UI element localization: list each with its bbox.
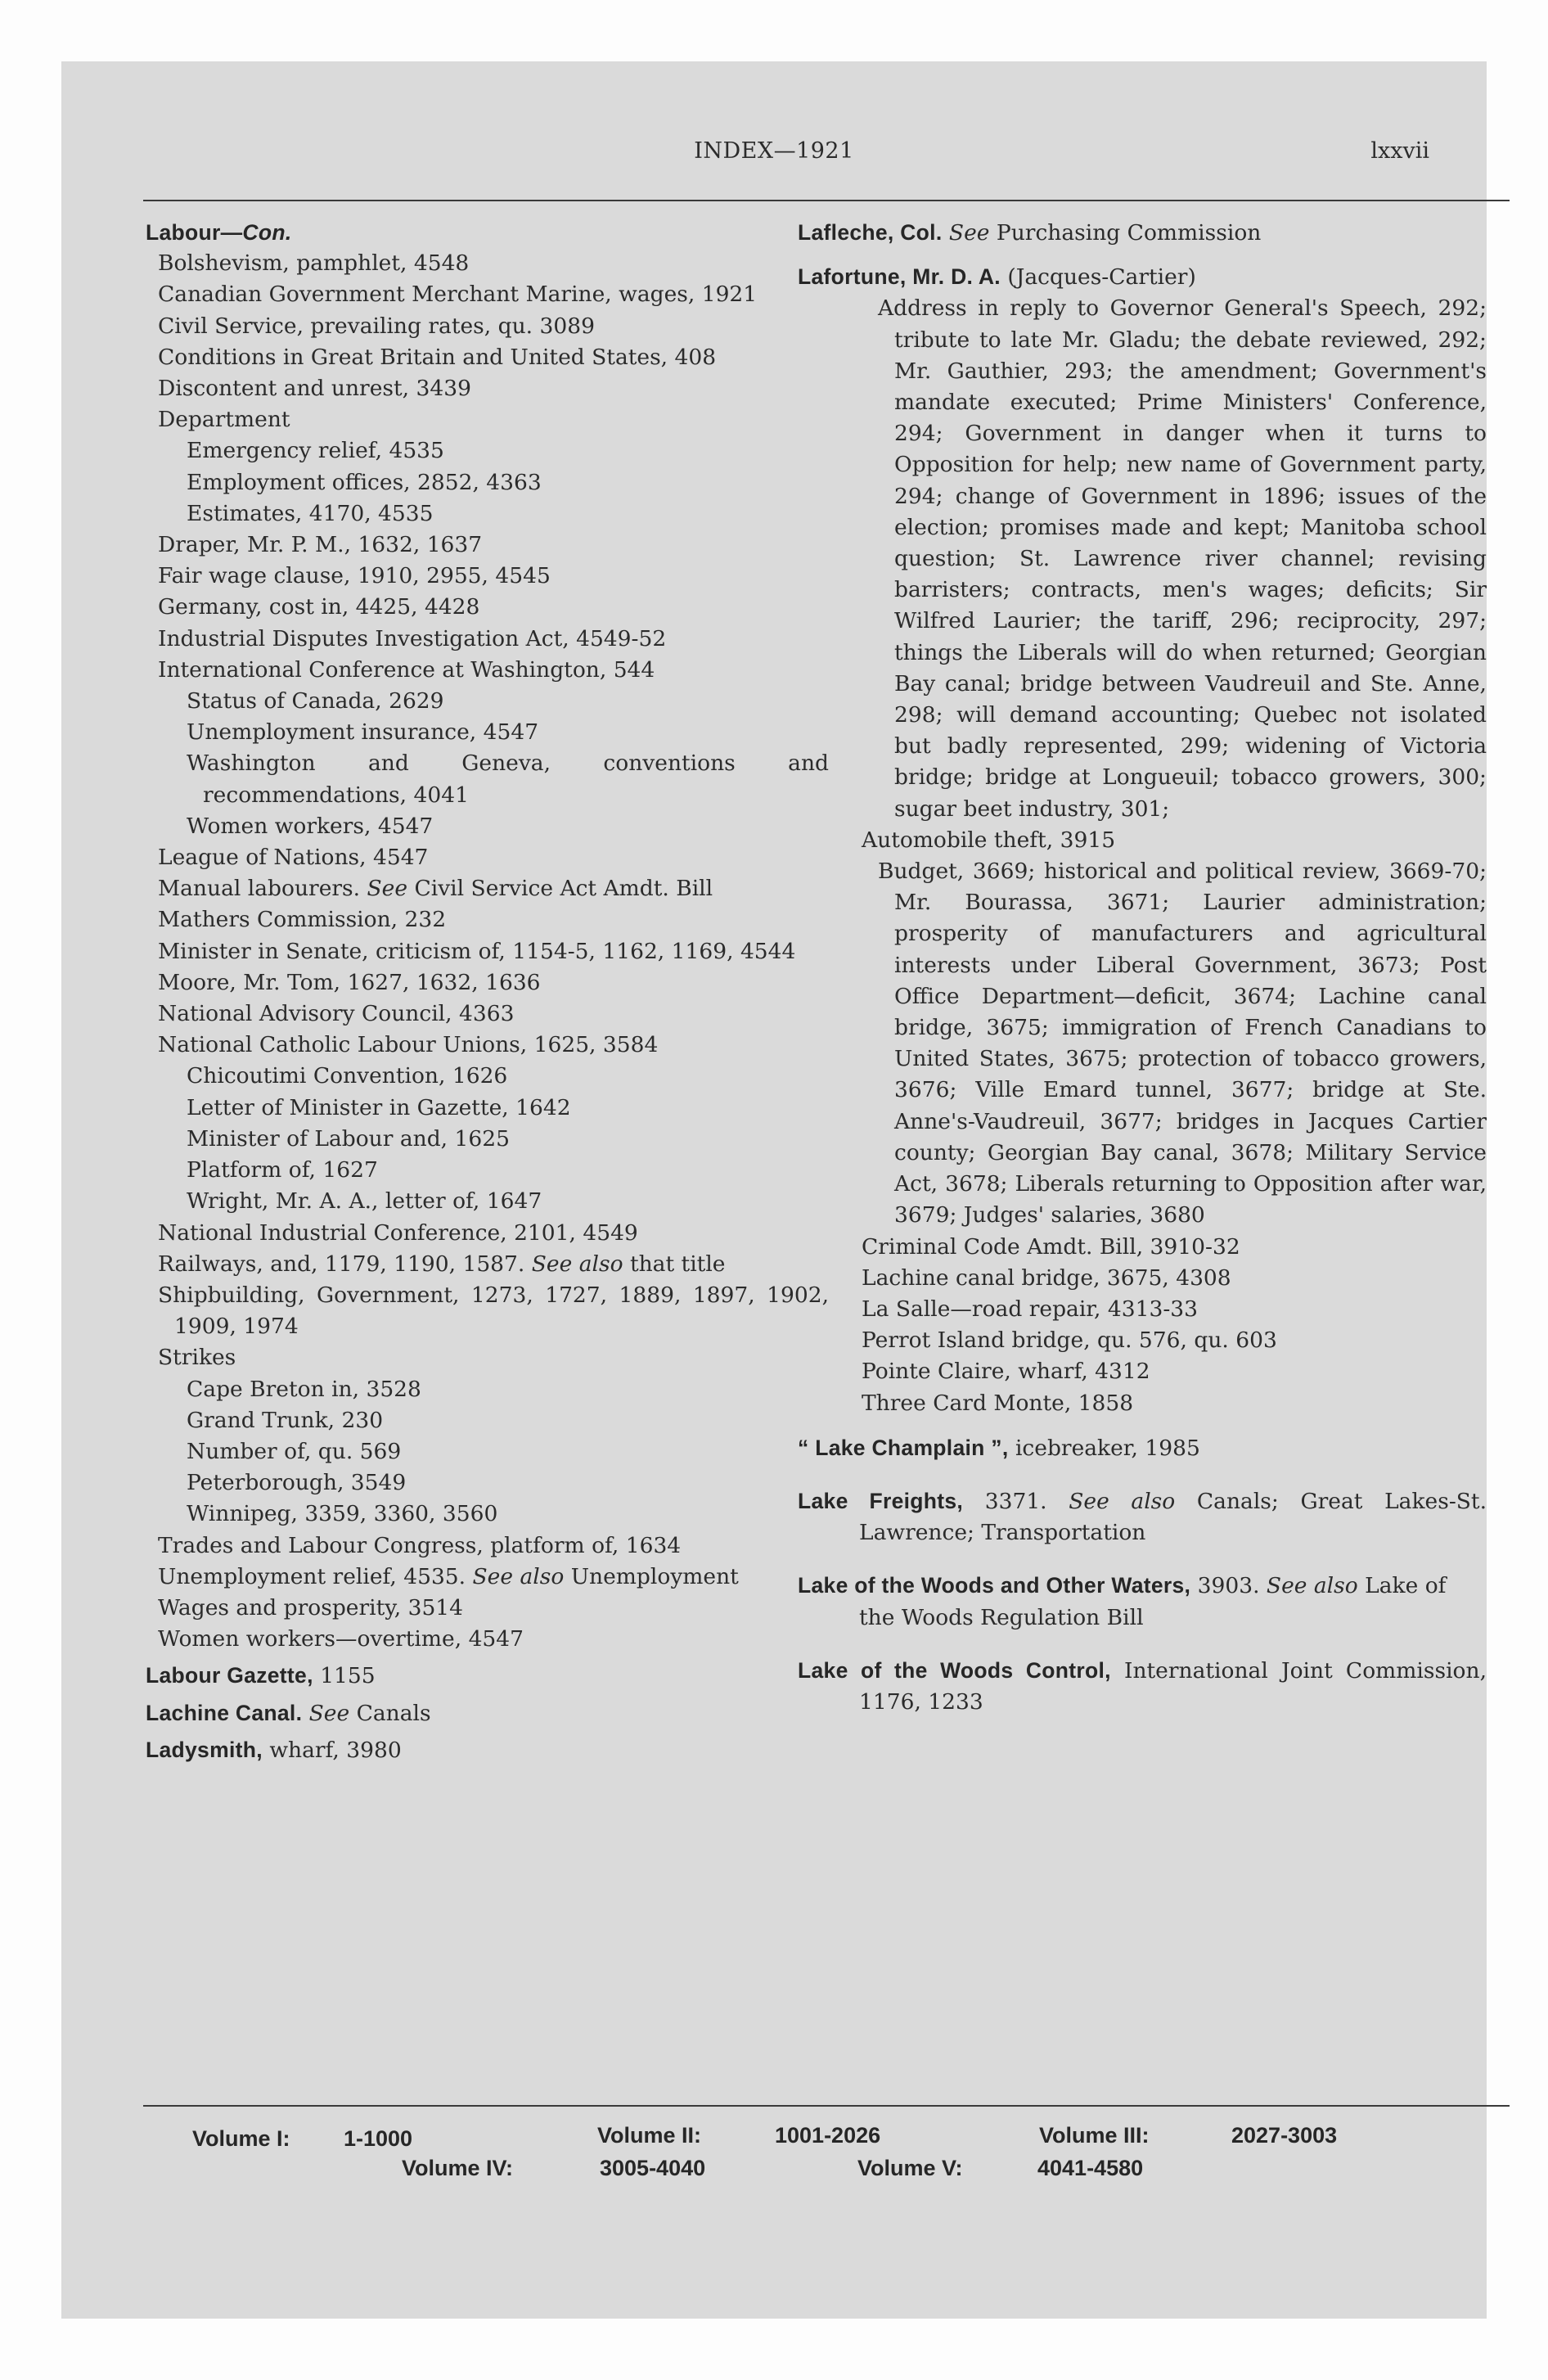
index-heading-entry: Lake of the Woods and Other Waters, 3903. See also Lake of the Woods Regulation Bill bbox=[798, 1573, 1447, 1630]
index-subentry: League of Nations, 4547 bbox=[158, 845, 429, 871]
index-subentry: Manual labourers. See Civil Service Act Amdt. Bill bbox=[158, 876, 713, 902]
index-subentry: Fair wage clause, 1910, 2955, 4545 bbox=[158, 563, 551, 589]
header-rule bbox=[143, 200, 1510, 201]
index-subentry: Lachine canal bridge, 3675, 4308 bbox=[862, 1264, 1231, 1291]
index-heading-entry: “ Lake Champlain ”, icebreaker, 1985 bbox=[798, 1435, 1200, 1461]
index-subentry: La Salle—road repair, 4313-33 bbox=[862, 1296, 1199, 1322]
index-subentry: Three Card Monte, 1858 bbox=[862, 1390, 1134, 1416]
index-subentry: Pointe Claire, wharf, 4312 bbox=[862, 1359, 1150, 1385]
index-page bbox=[61, 61, 1487, 2319]
volume-5-range: 4041-4580 bbox=[1037, 2156, 1144, 2180]
page-title: INDEX—1921 bbox=[694, 138, 854, 164]
index-subentry: Trades and Labour Congress, platform of, 1634 bbox=[158, 1532, 682, 1558]
index-subentry: Automobile theft, 3915 bbox=[862, 827, 1116, 853]
index-subsubentry: Number of, qu. 569 bbox=[187, 1438, 402, 1464]
index-subentry: Shipbuilding, Government, 1273, 1727, 1889, 1897, 1902, 1909, 1974 bbox=[158, 1282, 829, 1340]
index-heading-entry: Lake of the Woods Control, International Joint Commission, 1176, 1233 bbox=[798, 1657, 1487, 1715]
volume-5-label: Volume V: bbox=[857, 2156, 963, 2180]
index-heading-entry: Lafortune, Mr. D. A. (Jacques-Cartier) bbox=[798, 264, 1196, 291]
index-subsubentry: Winnipeg, 3359, 3360, 3560 bbox=[187, 1501, 498, 1527]
index-subsubentry: Peterborough, 3549 bbox=[187, 1470, 407, 1496]
right-column bbox=[798, 217, 1487, 1718]
index-subsubentry: Employment offices, 2852, 4363 bbox=[187, 469, 542, 495]
volume-2-range: 1001-2026 bbox=[775, 2123, 881, 2148]
index-subentry: Conditions in Great Britain and United States, 408 bbox=[158, 344, 717, 370]
index-subentry: Minister in Senate, criticism of, 1154-5, 1162, 1169, 4544 bbox=[158, 938, 796, 964]
index-subsubentry: Unemployment insurance, 4547 bbox=[187, 719, 539, 746]
index-subentry: Bolshevism, pamphlet, 4548 bbox=[158, 250, 470, 277]
index-subentry: Department bbox=[158, 407, 290, 433]
index-subentry: Unemployment relief, 4535. See also Unemployment bbox=[158, 1563, 739, 1589]
index-subentry: Perrot Island bridge, qu. 576, qu. 603 bbox=[862, 1327, 1277, 1354]
index-subentry: Strikes bbox=[158, 1345, 236, 1371]
page-number: lxxvii bbox=[1370, 138, 1429, 164]
index-subsubentry: Minister of Labour and, 1625 bbox=[187, 1125, 510, 1152]
index-subentry: Canadian Government Merchant Marine, wages, 1921 bbox=[158, 282, 758, 308]
volume-1-label: Volume I: bbox=[192, 2126, 290, 2151]
running-head bbox=[61, 61, 1487, 192]
index-subentry: Germany, cost in, 4425, 4428 bbox=[158, 594, 480, 620]
left-column bbox=[146, 217, 829, 1766]
volume-footer bbox=[61, 2116, 1487, 2247]
index-heading: Labour—Con. bbox=[146, 220, 292, 245]
index-subentry: National Advisory Council, 4363 bbox=[158, 1001, 515, 1027]
index-heading-entry: Lake Freights, 3371. See also Canals; Great Lakes-St. Lawrence; Transportation bbox=[798, 1488, 1487, 1546]
index-subentry: Moore, Mr. Tom, 1627, 1632, 1636 bbox=[158, 969, 541, 995]
index-heading-entry: Labour Gazette, 1155 bbox=[146, 1663, 376, 1689]
volume-3-range: 2027-3003 bbox=[1231, 2123, 1338, 2148]
index-subsubentry: Status of Canada, 2629 bbox=[187, 688, 444, 714]
index-subsubentry: Wright, Mr. A. A., letter of, 1647 bbox=[187, 1188, 542, 1215]
index-subsubentry: Women workers, 4547 bbox=[187, 813, 434, 839]
index-subentry: Women workers—overtime, 4547 bbox=[158, 1626, 524, 1652]
index-heading-entry: Ladysmith, wharf, 3980 bbox=[146, 1737, 402, 1763]
index-subentry: Budget, 3669; historical and political review, 3669-70; Mr. Bourassa, 3671; Laurier administration; prosperity of manufacturers and agricultural interests under Liberal Government, 3673; Post Office Department—deficit, 3674; Lachine canal bridge, 3675; immigration of French Canadians to United States, 3675; protection of tobacco growers, 3676; Ville Emard tunnel, 3677; bridge at Ste. Anne's-Vaudreuil, 3677; bridges in Jacques Cartier county; Georgian Bay canal, 3678; Military Service Act, 3678; Liberals returning to Opposition after war, 3679; Judges' salaries, 3680 bbox=[878, 859, 1487, 1228]
index-subsubentry: Cape Breton in, 3528 bbox=[187, 1376, 421, 1402]
index-subentry: Industrial Disputes Investigation Act, 4549-52 bbox=[158, 625, 667, 651]
index-subentry: Wages and prosperity, 3514 bbox=[158, 1594, 464, 1620]
index-subsubentry: Washington and Geneva, conventions and recommendations, 4041 bbox=[187, 751, 829, 808]
volume-1-range: 1-1000 bbox=[344, 2126, 413, 2151]
index-subentry: Mathers Commission, 232 bbox=[158, 907, 447, 933]
index-subentry: Railways, and, 1179, 1190, 1587. See also that title bbox=[158, 1251, 726, 1277]
volume-2-label: Volume II: bbox=[597, 2123, 702, 2148]
index-heading-entry: Lafleche, Col. See Purchasing Commission bbox=[798, 220, 1262, 246]
index-subsubentry: Letter of Minister in Gazette, 1642 bbox=[187, 1094, 571, 1120]
index-subentry: Address in reply to Governor General's Speech, 292; tribute to late Mr. Gladu; the debate reviewed, 292; Mr. Gauthier, 293; the amendment; Government's mandate executed; Prime Ministers' Conference, 294; Government in danger when it turns to Opposition for help; new name of Government party, 294; change of Government in 1896; issues of the election; promises made and kept; Manitoba school question; St. Lawrence river channel; revising barristers; contracts, men's wages; deficits; Sir Wilfred Laurier; the tariff, 296; reciprocity, 297; things the Liberals will do when returned; Georgian Bay canal; bridge between Vaudreuil and Ste. Anne, 298; will demand accounting; Quebec not isolated but badly represented, 299; widening of Victoria bridge; bridge at Longueuil; tobacco growers, 300; sugar beet industry, 301; bbox=[878, 295, 1487, 822]
index-subentry: Criminal Code Amdt. Bill, 3910-32 bbox=[862, 1233, 1240, 1260]
index-subsubentry: Estimates, 4170, 4535 bbox=[187, 500, 434, 526]
volume-3-label: Volume III: bbox=[1039, 2123, 1150, 2148]
index-heading-entry: Lachine Canal. See Canals bbox=[146, 1700, 431, 1726]
index-subsubentry: Platform of, 1627 bbox=[187, 1157, 378, 1183]
index-subsubentry: Grand Trunk, 230 bbox=[187, 1407, 384, 1433]
index-subentry: Draper, Mr. P. M., 1632, 1637 bbox=[158, 532, 483, 558]
index-subentry: Civil Service, prevailing rates, qu. 3089 bbox=[158, 313, 595, 339]
index-subentry: National Industrial Conference, 2101, 4549 bbox=[158, 1219, 638, 1246]
footer-rule bbox=[143, 2105, 1510, 2107]
volume-4-range: 3005-4040 bbox=[600, 2156, 706, 2180]
index-subentry: National Catholic Labour Unions, 1625, 3584 bbox=[158, 1032, 659, 1058]
index-subentry: International Conference at Washington, 544 bbox=[158, 656, 655, 683]
index-subentry: Discontent and unrest, 3439 bbox=[158, 376, 471, 402]
index-subsubentry: Emergency relief, 4535 bbox=[187, 438, 444, 464]
volume-4-label: Volume IV: bbox=[402, 2156, 514, 2180]
index-subsubentry: Chicoutimi Convention, 1626 bbox=[187, 1063, 508, 1089]
